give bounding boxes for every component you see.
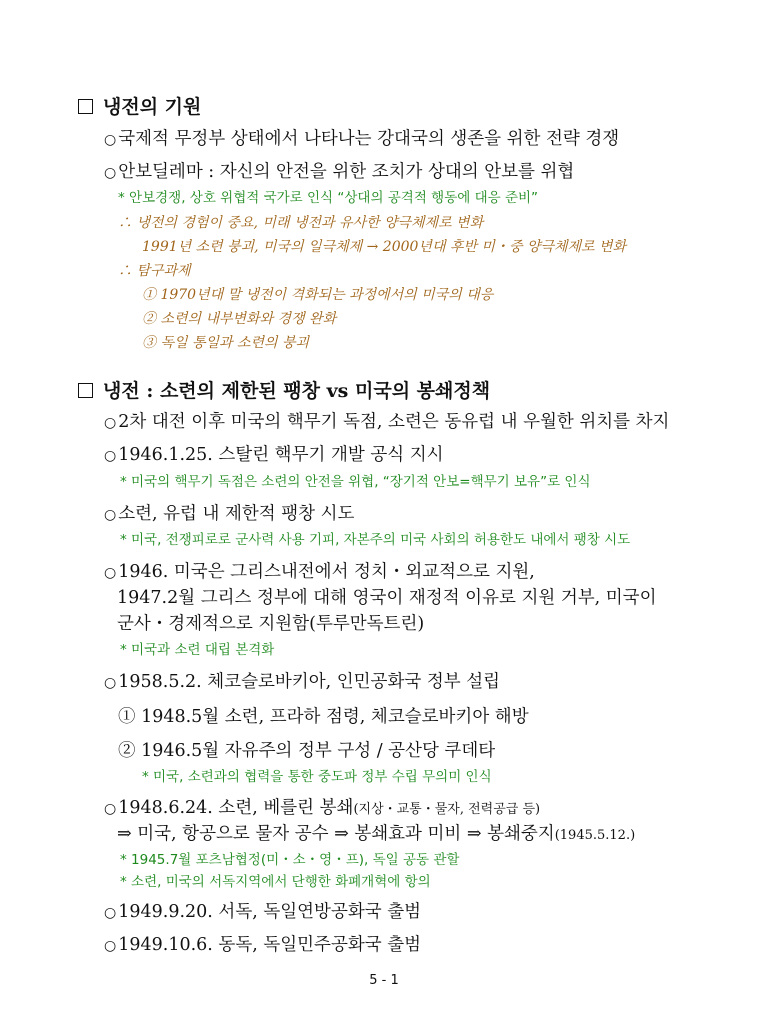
circle-bullet-icon: ○ (104, 507, 117, 523)
note-text: * 미국, 소련과의 협력을 통한 중도파 정부 수립 무의미 인식 (142, 769, 492, 785)
sub-item: ① 1948.5월 소련, 프라하 점령, 체코슬로바키아 해방 (118, 707, 529, 727)
bullet-item (104, 158, 574, 183)
conclusion-text: ∴ 냉전의 경험이 중요, 미래 냉전과 유사한 양극체제로 변화 (118, 215, 484, 231)
research-task: ② 소련의 내부변화와 경쟁 완화 (142, 311, 337, 327)
bullet-text: 1946.1.25. 스탈린 핵무기 개발 공식 지시 (118, 445, 444, 465)
bullet-text: 1948.6.24. 소련, 베를린 봉쇄 (118, 798, 354, 818)
bullet-text: 1958.5.2. 체코슬로바키아, 인민공화국 정부 설립 (118, 672, 501, 692)
bullet-item (104, 558, 535, 583)
circle-bullet-icon: ○ (104, 905, 117, 921)
bullet-text: 소련, 유럽 내 제한적 팽창 시도 (118, 504, 355, 524)
note-text: * 안보경쟁, 상호 위협적 국가로 인식 “상대의 공격적 행동에 대응 준비” (118, 190, 539, 206)
section-heading-origin (78, 92, 201, 119)
bullet-text: 1949.9.20. 서독, 독일연방공화국 출범 (118, 902, 422, 922)
bullet-item (104, 794, 540, 819)
bullet-continuation: 군사・경제적으로 지원함(투루만독트린) (117, 614, 425, 634)
bullet-continuation: 1947.2월 그리스 정부에 대해 영국이 재정적 이유로 지원 거부, 미국이 (117, 588, 657, 608)
circle-bullet-icon: ○ (104, 565, 117, 581)
sub-item: ② 1946.5월 자유주의 정부 구성 / 공산당 쿠데타 (118, 741, 496, 761)
circle-bullet-icon: ○ (104, 165, 117, 181)
bullet-item (104, 500, 354, 525)
conclusion-text: 1991년 소련 붕괴, 미국의 일극체제 → 2000년대 후반 미・중 양극체제로 변화 (142, 239, 627, 255)
circle-bullet-icon: ○ (104, 132, 117, 148)
conclusion-text: ∴ 탐구과제 (118, 263, 191, 279)
section-title: 냉전 : 소련의 제한된 팽창 vs 미국의 봉쇄정책 (103, 380, 491, 402)
note-text: * 미국의 핵무기 독점은 소련의 안전을 위협, “장기적 안보=핵무기 보유”로 인식 (120, 474, 591, 490)
bullet-item (104, 668, 500, 693)
circle-bullet-icon: ○ (104, 448, 117, 464)
bullet-item (104, 125, 619, 150)
bullet-text: 1949.10.6. 동독, 독일민주공화국 출범 (118, 935, 422, 955)
research-task: ③ 독일 통일과 소련의 붕괴 (142, 335, 310, 351)
circle-bullet-icon: ○ (104, 675, 117, 691)
note-text: * 미국과 소련 대립 본격화 (120, 642, 275, 658)
bullet-text: 안보딜레마 : 자신의 안전을 위한 조치가 상대의 안보를 위협 (118, 162, 575, 182)
bullet-text: 2차 대전 이후 미국의 핵무기 독점, 소련은 동유럽 내 우월한 위치를 차지 (118, 412, 670, 432)
bullet-continuation (117, 820, 635, 845)
circle-bullet-icon: ○ (104, 801, 117, 817)
note-text: * 미국, 전쟁피로로 군사력 사용 기피, 자본주의 미국 사회의 허용한도 내에서 팽창 시도 (120, 532, 631, 548)
section-heading-coldwar (78, 376, 490, 403)
research-task: ① 1970년대 말 냉전이 격화되는 과정에서의 미국의 대응 (142, 287, 494, 303)
continuation-text: ⇒ 미국, 항공으로 물자 공수 ⇒ 봉쇄효과 미비 ⇒ 봉쇄중지 (117, 824, 555, 844)
continuation-text-small: (1945.5.12.) (554, 828, 636, 843)
bullet-text-small: (지상・교통・물자, 전력공급 등) (353, 802, 541, 817)
bullet-text: 국제적 무정부 상태에서 나타나는 강대국의 생존을 위한 전략 경쟁 (118, 129, 620, 149)
checkbox-square-icon (78, 383, 93, 398)
bullet-item (104, 898, 421, 923)
circle-bullet-icon: ○ (104, 415, 117, 431)
page-number: 5 - 1 (369, 973, 399, 988)
bullet-item (104, 408, 669, 433)
checkbox-square-icon (78, 99, 93, 114)
bullet-text: 1946. 미국은 그리스내전에서 정치・외교적으로 지원, (118, 562, 535, 582)
circle-bullet-icon: ○ (104, 938, 117, 954)
section-title: 냉전의 기원 (103, 96, 202, 118)
bullet-item (104, 931, 421, 956)
bullet-item (104, 441, 444, 466)
note-text: * 1945.7월 포츠남협정(미・소・영・프), 독일 공동 관할 (120, 852, 460, 868)
note-text: * 소련, 미국의 서독지역에서 단행한 화폐개혁에 항의 (120, 874, 431, 890)
